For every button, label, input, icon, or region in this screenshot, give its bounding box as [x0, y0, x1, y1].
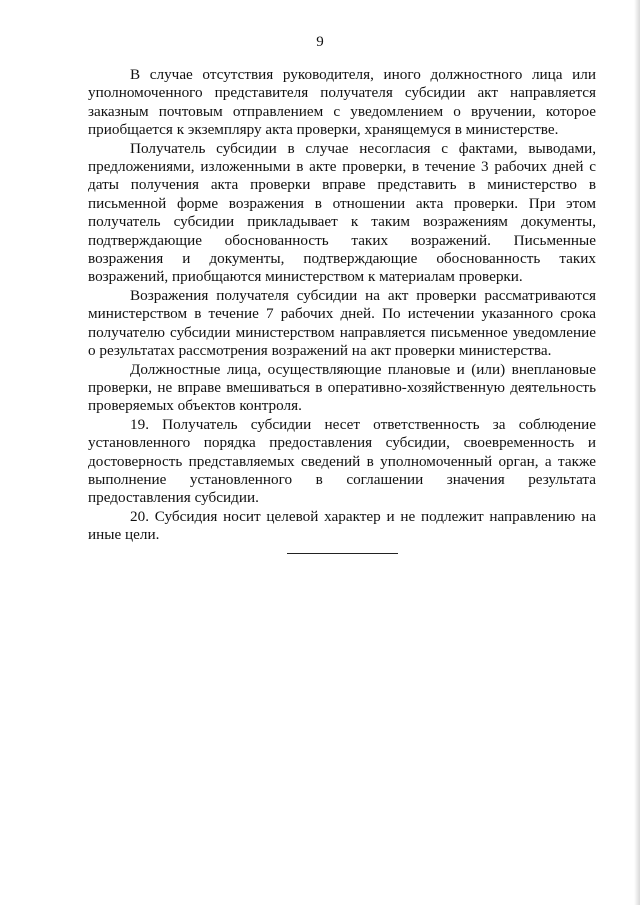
paragraph-officials-restrictions: Должностные лица, осуществляющие плановые и (или) внеплановые проверки, не вправе вмешиваться в оперативно-хозяйственную деятельность проверяемых объектов контроля. — [88, 360, 596, 415]
paragraph-clause-19: 19. Получатель субсидии несет ответственность за соблюдение установленного порядка предоставления субсидии, своевременность и достоверность представляемых сведений в уполномоченный орган, а также выполнение установленного в соглашении значения результата предоставления субсидии. — [88, 415, 596, 507]
paragraph-objections-review: Возражения получателя субсидии на акт проверки рассматриваются министерством в течение 7 рабочих дней. По истечении указанного срока получателю субсидии министерством направляется письменное уведомление о результатах рассмотрения возражений на акт проверки министерства. — [88, 286, 596, 360]
page-number: 9 — [316, 34, 324, 50]
page-edge — [634, 0, 640, 905]
paragraph-clause-20: 20. Субсидия носит целевой характер и не подлежит направлению на иные цели. — [88, 507, 596, 544]
paragraph-delivery-by-mail: В случае отсутствия руководителя, иного должностного лица или уполномоченного представителя получателя субсидии акт направляется заказным почтовым отправлением с уведомлением о вручении, которое приобщается к экземпляру акта проверки, хранящемуся в министерстве. — [88, 66, 596, 139]
end-divider — [287, 553, 398, 554]
document-body — [88, 66, 596, 545]
paragraph-objections: Получатель субсидии в случае несогласия с фактами, выводами, предложениями, изложенными в акте проверки, в течение 3 рабочих дней с даты получения акта проверки вправе представить в министерство в письменной форме возражения в отношении акта проверки. При этом получатель субсидии прикладывает к таким возражениям документы, подтверждающие обоснованность таких возражений. Письменные возражения и документы, подтверждающие обоснованность таких возражений, приобщаются министерством к материалам проверки. — [88, 139, 596, 286]
